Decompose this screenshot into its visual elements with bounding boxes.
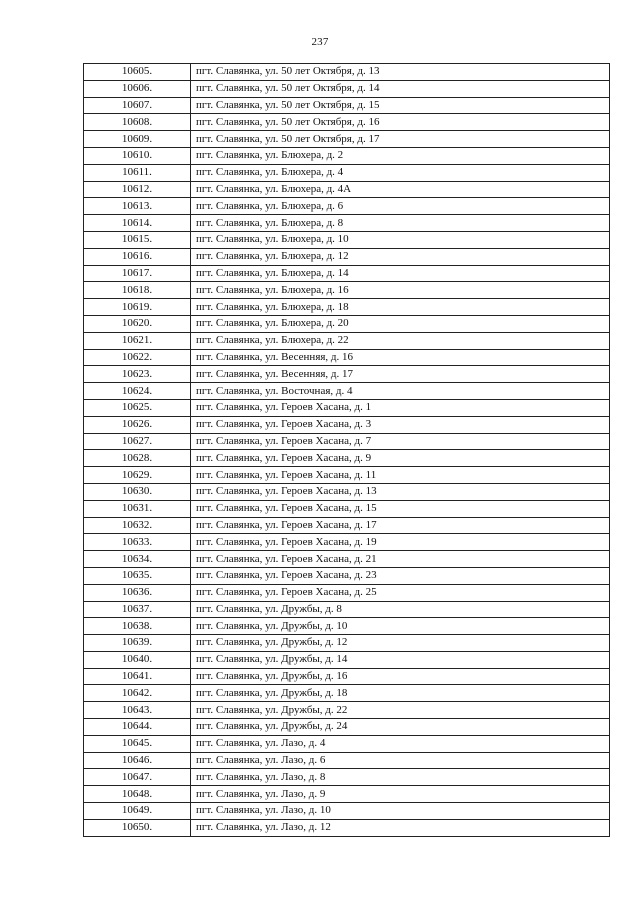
row-number: 10607. — [84, 97, 191, 114]
row-number: 10622. — [84, 349, 191, 366]
row-number: 10637. — [84, 601, 191, 618]
table-row — [84, 769, 610, 786]
row-address: пгт. Славянка, ул. Героев Хасана, д. 15 — [191, 500, 610, 517]
table-row — [84, 299, 610, 316]
row-address: пгт. Славянка, ул. Лазо, д. 4 — [191, 735, 610, 752]
table-row — [84, 399, 610, 416]
table-row — [84, 786, 610, 803]
row-number: 10645. — [84, 735, 191, 752]
table-row — [84, 735, 610, 752]
row-number: 10648. — [84, 786, 191, 803]
row-number: 10611. — [84, 164, 191, 181]
row-address: пгт. Славянка, ул. Героев Хасана, д. 17 — [191, 517, 610, 534]
row-address: пгт. Славянка, ул. Дружбы, д. 22 — [191, 702, 610, 719]
row-address: пгт. Славянка, ул. Восточная, д. 4 — [191, 383, 610, 400]
row-number: 10642. — [84, 685, 191, 702]
row-number: 10650. — [84, 819, 191, 836]
row-address: пгт. Славянка, ул. Блюхера, д. 16 — [191, 282, 610, 299]
row-address: пгт. Славянка, ул. Блюхера, д. 4А — [191, 181, 610, 198]
row-address: пгт. Славянка, ул. Героев Хасана, д. 23 — [191, 567, 610, 584]
row-number: 10635. — [84, 567, 191, 584]
row-address: пгт. Славянка, ул. Героев Хасана, д. 19 — [191, 534, 610, 551]
table-row — [84, 517, 610, 534]
row-address: пгт. Славянка, ул. Дружбы, д. 12 — [191, 635, 610, 652]
row-number: 10628. — [84, 450, 191, 467]
row-address: пгт. Славянка, ул. Героев Хасана, д. 11 — [191, 467, 610, 484]
table-row — [84, 551, 610, 568]
row-number: 10647. — [84, 769, 191, 786]
row-address: пгт. Славянка, ул. Блюхера, д. 8 — [191, 215, 610, 232]
row-address: пгт. Славянка, ул. Героев Хасана, д. 7 — [191, 433, 610, 450]
table-row — [84, 567, 610, 584]
table-row — [84, 64, 610, 81]
row-address: пгт. Славянка, ул. Героев Хасана, д. 25 — [191, 584, 610, 601]
row-address: пгт. Славянка, ул. Весенняя, д. 16 — [191, 349, 610, 366]
row-address: пгт. Славянка, ул. Героев Хасана, д. 1 — [191, 399, 610, 416]
row-number: 10638. — [84, 618, 191, 635]
row-number: 10634. — [84, 551, 191, 568]
row-address: пгт. Славянка, ул. Лазо, д. 9 — [191, 786, 610, 803]
row-number: 10627. — [84, 433, 191, 450]
row-number: 10618. — [84, 282, 191, 299]
table-row — [84, 500, 610, 517]
table-row — [84, 248, 610, 265]
row-address: пгт. Славянка, ул. 50 лет Октября, д. 15 — [191, 97, 610, 114]
row-number: 10643. — [84, 702, 191, 719]
table-row — [84, 282, 610, 299]
table-row — [84, 332, 610, 349]
row-number: 10636. — [84, 584, 191, 601]
table-row — [84, 685, 610, 702]
row-address: пгт. Славянка, ул. Дружбы, д. 14 — [191, 651, 610, 668]
table-row — [84, 181, 610, 198]
table-row — [84, 483, 610, 500]
table-row — [84, 147, 610, 164]
row-number: 10612. — [84, 181, 191, 198]
table-row — [84, 803, 610, 820]
table-row — [84, 668, 610, 685]
row-address: пгт. Славянка, ул. Дружбы, д. 18 — [191, 685, 610, 702]
row-number: 10608. — [84, 114, 191, 131]
table-row — [84, 231, 610, 248]
table-row — [84, 349, 610, 366]
table-row — [84, 819, 610, 836]
row-address: пгт. Славянка, ул. Блюхера, д. 6 — [191, 198, 610, 215]
table-row — [84, 97, 610, 114]
row-address: пгт. Славянка, ул. Лазо, д. 8 — [191, 769, 610, 786]
table-row — [84, 601, 610, 618]
row-number: 10617. — [84, 265, 191, 282]
row-address: пгт. Славянка, ул. 50 лет Октября, д. 13 — [191, 64, 610, 81]
table-row — [84, 215, 610, 232]
table-row — [84, 265, 610, 282]
row-number: 10621. — [84, 332, 191, 349]
row-address: пгт. Славянка, ул. Блюхера, д. 4 — [191, 164, 610, 181]
row-number: 10614. — [84, 215, 191, 232]
row-address: пгт. Славянка, ул. Весенняя, д. 17 — [191, 366, 610, 383]
row-address: пгт. Славянка, ул. Лазо, д. 6 — [191, 752, 610, 769]
row-number: 10649. — [84, 803, 191, 820]
row-address: пгт. Славянка, ул. Блюхера, д. 18 — [191, 299, 610, 316]
row-address: пгт. Славянка, ул. Лазо, д. 12 — [191, 819, 610, 836]
row-address: пгт. Славянка, ул. 50 лет Октября, д. 17 — [191, 131, 610, 148]
row-address: пгт. Славянка, ул. Дружбы, д. 16 — [191, 668, 610, 685]
row-address: пгт. Славянка, ул. Героев Хасана, д. 21 — [191, 551, 610, 568]
row-number: 10624. — [84, 383, 191, 400]
row-address: пгт. Славянка, ул. Блюхера, д. 12 — [191, 248, 610, 265]
row-number: 10632. — [84, 517, 191, 534]
table-row — [84, 752, 610, 769]
row-address: пгт. Славянка, ул. Дружбы, д. 24 — [191, 719, 610, 736]
table-row — [84, 383, 610, 400]
row-number: 10641. — [84, 668, 191, 685]
address-table — [83, 63, 610, 837]
row-number: 10639. — [84, 635, 191, 652]
row-number: 10623. — [84, 366, 191, 383]
row-number: 10626. — [84, 416, 191, 433]
row-number: 10619. — [84, 299, 191, 316]
row-address: пгт. Славянка, ул. Лазо, д. 10 — [191, 803, 610, 820]
row-number: 10633. — [84, 534, 191, 551]
table-row — [84, 584, 610, 601]
row-number: 10610. — [84, 147, 191, 164]
row-number: 10625. — [84, 399, 191, 416]
row-number: 10644. — [84, 719, 191, 736]
table-row — [84, 80, 610, 97]
table-row — [84, 651, 610, 668]
row-address: пгт. Славянка, ул. Блюхера, д. 10 — [191, 231, 610, 248]
row-address: пгт. Славянка, ул. 50 лет Октября, д. 16 — [191, 114, 610, 131]
table-row — [84, 618, 610, 635]
row-address: пгт. Славянка, ул. Дружбы, д. 8 — [191, 601, 610, 618]
table-row — [84, 702, 610, 719]
row-address: пгт. Славянка, ул. Блюхера, д. 2 — [191, 147, 610, 164]
row-address: пгт. Славянка, ул. Блюхера, д. 22 — [191, 332, 610, 349]
row-address: пгт. Славянка, ул. 50 лет Октября, д. 14 — [191, 80, 610, 97]
row-number: 10615. — [84, 231, 191, 248]
table-row — [84, 114, 610, 131]
row-address: пгт. Славянка, ул. Блюхера, д. 20 — [191, 315, 610, 332]
row-number: 10631. — [84, 500, 191, 517]
row-number: 10646. — [84, 752, 191, 769]
row-number: 10629. — [84, 467, 191, 484]
row-address: пгт. Славянка, ул. Героев Хасана, д. 13 — [191, 483, 610, 500]
table-row — [84, 164, 610, 181]
row-address: пгт. Славянка, ул. Героев Хасана, д. 9 — [191, 450, 610, 467]
table-row — [84, 198, 610, 215]
table-row — [84, 416, 610, 433]
table-row — [84, 450, 610, 467]
row-number: 10609. — [84, 131, 191, 148]
row-number: 10620. — [84, 315, 191, 332]
row-number: 10606. — [84, 80, 191, 97]
table-row — [84, 433, 610, 450]
table-row — [84, 534, 610, 551]
table-row — [84, 719, 610, 736]
address-table-body — [84, 64, 610, 837]
table-row — [84, 467, 610, 484]
row-address: пгт. Славянка, ул. Героев Хасана, д. 3 — [191, 416, 610, 433]
row-number: 10640. — [84, 651, 191, 668]
table-row — [84, 131, 610, 148]
row-number: 10605. — [84, 64, 191, 81]
table-row — [84, 315, 610, 332]
row-number: 10630. — [84, 483, 191, 500]
table-row — [84, 366, 610, 383]
table-row — [84, 635, 610, 652]
page-number: 237 — [311, 36, 329, 48]
row-number: 10613. — [84, 198, 191, 215]
row-address: пгт. Славянка, ул. Блюхера, д. 14 — [191, 265, 610, 282]
row-number: 10616. — [84, 248, 191, 265]
row-address: пгт. Славянка, ул. Дружбы, д. 10 — [191, 618, 610, 635]
